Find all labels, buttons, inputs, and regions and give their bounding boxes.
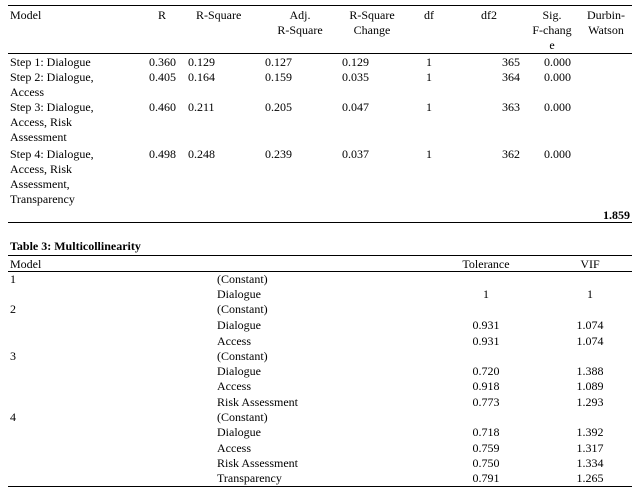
- row2-df2: 364: [502, 70, 520, 84]
- mc-vif: 1: [587, 287, 593, 301]
- row2-change: 0.035: [342, 70, 369, 84]
- row3-change: 0.047: [342, 100, 369, 114]
- mc-variable: (Constant): [217, 410, 268, 424]
- mc-variable: Access: [217, 379, 251, 393]
- row4-model-1: Step 4: Dialogue,: [10, 147, 94, 161]
- header-df2: df2: [481, 8, 497, 22]
- mc-tolerance: 0.773: [472, 395, 500, 409]
- row4-model-4: Transparency: [10, 192, 75, 206]
- row4-model-2: Access, Risk: [10, 162, 72, 176]
- row1-df: 1: [426, 55, 432, 69]
- row4-sig: 0.000: [544, 147, 571, 161]
- header-r-square-change-2: Change: [353, 23, 391, 37]
- mc-variable: (Constant): [217, 349, 268, 363]
- row1-adj: 0.127: [265, 55, 292, 69]
- mc-model-number: 4: [10, 410, 16, 424]
- row3-adj: 0.205: [265, 100, 292, 114]
- row1-df2: 365: [502, 55, 520, 69]
- table2-top-rule: [8, 5, 632, 6]
- mc-model-number: 1: [10, 272, 16, 286]
- header-sig-f-change-2: F-chang: [532, 23, 572, 37]
- mc-variable: Access: [217, 441, 251, 455]
- row3-r-square: 0.211: [188, 100, 215, 114]
- row4-df: 1: [426, 147, 432, 161]
- row3-sig: 0.000: [544, 100, 571, 114]
- row1-change: 0.129: [342, 55, 369, 69]
- mc-vif: 1.293: [576, 395, 604, 409]
- row1-r-square: 0.129: [188, 55, 215, 69]
- row2-sig: 0.000: [544, 70, 571, 84]
- header-durbin-watson-2: Watson: [588, 23, 624, 37]
- mc-vif: 1.392: [576, 425, 604, 439]
- mc-model-number: 2: [10, 302, 16, 316]
- mc-tolerance: 0.931: [472, 318, 500, 332]
- mc-variable: Dialogue: [217, 364, 261, 378]
- row3-model-2: Access, Risk: [10, 115, 72, 129]
- header-df: df: [424, 8, 434, 22]
- row4-change: 0.037: [342, 147, 369, 161]
- header-adj-r-square-1: Adj.: [289, 8, 311, 22]
- header-model: Model: [10, 8, 42, 22]
- row1-model: Step 1: Dialogue: [10, 55, 91, 69]
- mc-vif: 1.334: [576, 456, 604, 470]
- mc-variable: Risk Assessment: [217, 456, 299, 470]
- table3-header-vif: VIF: [580, 257, 600, 271]
- mc-variable: Access: [217, 334, 251, 348]
- mc-vif: 1.317: [576, 441, 604, 455]
- mc-tolerance: 0.931: [472, 334, 500, 348]
- table3-top-rule: [8, 255, 632, 256]
- header-durbin-watson-1: Durbin-: [587, 8, 625, 22]
- table3-bottom-rule: [8, 486, 632, 487]
- mc-variable: Dialogue: [217, 318, 261, 332]
- mc-tolerance: 0.720: [472, 364, 500, 378]
- row2-r-square: 0.164: [188, 70, 215, 84]
- mc-tolerance: 0.918: [472, 379, 500, 393]
- mc-variable: Risk Assessment: [217, 395, 299, 409]
- row2-adj: 0.159: [265, 70, 292, 84]
- mc-variable: (Constant): [217, 302, 268, 316]
- table3-header-rule: [8, 271, 632, 272]
- header-r-square-change-1: R-Square: [349, 8, 395, 22]
- row4-model-3: Assessment,: [10, 177, 70, 191]
- row1-sig: 0.000: [544, 55, 571, 69]
- mc-vif: 1.388: [576, 364, 604, 378]
- header-r: R: [157, 8, 166, 22]
- mc-tolerance: 0.750: [472, 456, 500, 470]
- mc-tolerance: 0.791: [472, 471, 500, 485]
- mc-vif: 1.074: [576, 334, 604, 348]
- mc-tolerance: 0.759: [472, 441, 500, 455]
- row3-r: 0.460: [149, 100, 176, 114]
- header-adj-r-square-2: R-Square: [277, 23, 323, 37]
- row4-r-square: 0.248: [188, 147, 215, 161]
- header-sig-f-change-3: e: [549, 38, 555, 52]
- mc-variable: Dialogue: [217, 425, 261, 439]
- mc-tolerance: 1: [483, 287, 489, 301]
- mc-tolerance: 0.718: [472, 425, 500, 439]
- table3-header-tolerance: Tolerance: [462, 257, 510, 271]
- row2-r: 0.405: [149, 70, 176, 84]
- mc-variable: (Constant): [217, 272, 268, 286]
- row4-r: 0.498: [149, 147, 176, 161]
- table3-header-model: Model: [10, 257, 42, 271]
- mc-variable: Dialogue: [217, 287, 261, 301]
- row3-df2: 363: [502, 100, 520, 114]
- row2-model-1: Step 2: Dialogue,: [10, 70, 94, 84]
- row2-df: 1: [426, 70, 432, 84]
- mc-vif: 1.265: [576, 471, 604, 485]
- header-sig-f-change-1: Sig.: [542, 8, 562, 22]
- table2-bottom-rule: [8, 222, 632, 223]
- mc-variable: Transparency: [217, 471, 282, 485]
- table3-title: Table 3: Multicollinearity: [10, 239, 141, 253]
- row2-model-2: Access: [10, 85, 44, 99]
- mc-vif: 1.089: [576, 379, 604, 393]
- mc-vif: 1.074: [576, 318, 604, 332]
- durbin-watson-value: 1.859: [603, 208, 630, 222]
- header-r-square: R-Square: [196, 8, 242, 22]
- row3-model-1: Step 3: Dialogue,: [10, 100, 94, 114]
- row3-df: 1: [426, 100, 432, 114]
- mc-model-number: 3: [10, 349, 16, 363]
- table2-header-rule: [8, 53, 632, 54]
- row1-r: 0.360: [149, 55, 176, 69]
- row3-model-3: Assessment: [10, 130, 67, 144]
- row4-adj: 0.239: [265, 147, 292, 161]
- row4-df2: 362: [502, 147, 520, 161]
